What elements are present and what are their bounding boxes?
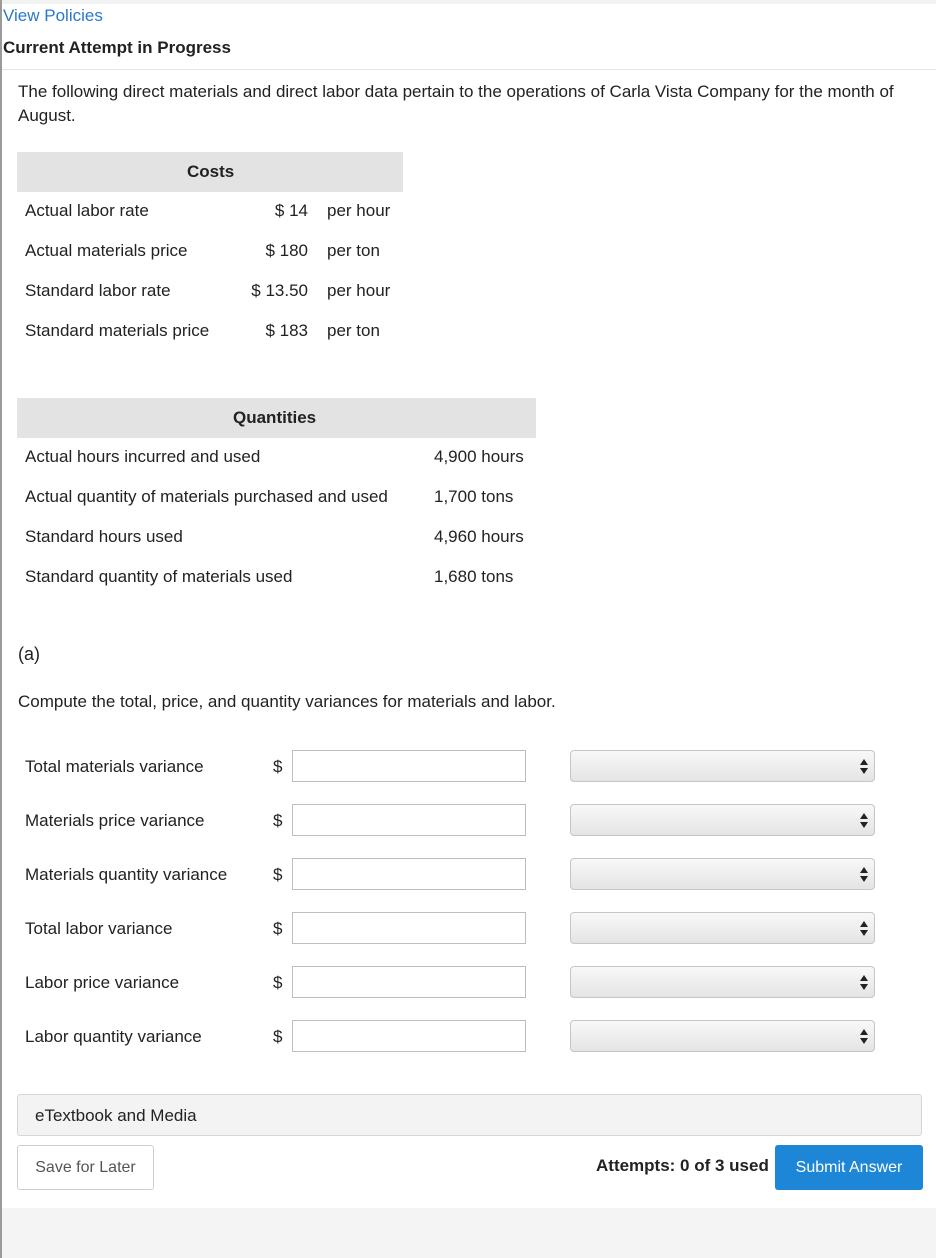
select-arrows-icon bbox=[860, 1028, 868, 1046]
costs-table-header bbox=[17, 152, 403, 192]
dollar-sign: $ bbox=[273, 919, 283, 938]
cost-label: Actual materials price bbox=[25, 241, 188, 260]
labor-price-variance-input[interactable] bbox=[292, 966, 526, 998]
labor-price-variance-select[interactable] bbox=[570, 966, 875, 998]
attempts-counter: Attempts: 0 of 3 used bbox=[596, 1156, 769, 1175]
left-border bbox=[0, 0, 2, 1258]
quantity-value: 4,900 hours bbox=[434, 447, 524, 466]
select-arrows-icon bbox=[860, 974, 868, 992]
dollar-sign: $ bbox=[273, 865, 283, 884]
materials-quantity-variance-select[interactable] bbox=[570, 858, 875, 890]
divider bbox=[2, 69, 936, 70]
costs-title: Costs bbox=[187, 162, 235, 181]
part-instruction: Compute the total, price, and quantity variances for materials and labor. bbox=[18, 692, 556, 711]
select-arrows-icon bbox=[860, 758, 868, 776]
cost-amount: $ 13.50 bbox=[251, 281, 308, 300]
etextbook-media-panel[interactable]: eTextbook and Media bbox=[17, 1094, 922, 1136]
quantity-value: 4,960 hours bbox=[434, 527, 524, 546]
dollar-sign: $ bbox=[273, 757, 283, 776]
cost-unit: per ton bbox=[327, 241, 380, 260]
select-arrows-icon bbox=[860, 920, 868, 938]
labor-quantity-variance-input[interactable] bbox=[292, 1020, 526, 1052]
top-rule bbox=[2, 0, 936, 4]
dollar-sign: $ bbox=[273, 811, 283, 830]
cost-unit: per ton bbox=[327, 321, 380, 340]
total-labor-variance-label: Total labor variance bbox=[25, 919, 173, 938]
footer-area bbox=[2, 1208, 936, 1258]
quantity-value: 1,700 tons bbox=[434, 487, 514, 506]
attempt-title: Current Attempt in Progress bbox=[3, 38, 231, 57]
materials-price-variance-select[interactable] bbox=[570, 804, 875, 836]
quantity-label: Actual quantity of materials purchased and used bbox=[25, 487, 388, 506]
part-label: (a) bbox=[18, 644, 40, 664]
cost-amount: $ 183 bbox=[265, 321, 308, 340]
quantity-label: Actual hours incurred and used bbox=[25, 447, 261, 466]
select-arrows-icon bbox=[860, 812, 868, 830]
total-labor-variance-select[interactable] bbox=[570, 912, 875, 944]
quantities-title: Quantities bbox=[233, 408, 317, 427]
labor-quantity-variance-label: Labor quantity variance bbox=[25, 1027, 202, 1046]
quantity-label: Standard hours used bbox=[25, 527, 183, 546]
cost-amount: $ 180 bbox=[265, 241, 308, 260]
total-labor-variance-input[interactable] bbox=[292, 912, 526, 944]
cost-label: Standard labor rate bbox=[25, 281, 171, 300]
cost-label: Actual labor rate bbox=[25, 201, 149, 220]
view-policies-link[interactable]: View Policies bbox=[3, 6, 103, 25]
quantities-table-header bbox=[17, 398, 536, 438]
dollar-sign: $ bbox=[273, 1027, 283, 1046]
save-for-later-button[interactable]: Save for Later bbox=[17, 1145, 154, 1190]
total-materials-variance-label: Total materials variance bbox=[25, 757, 204, 776]
quantity-label: Standard quantity of materials used bbox=[25, 567, 293, 586]
cost-label: Standard materials price bbox=[25, 321, 210, 340]
cost-unit: per hour bbox=[327, 281, 391, 300]
problem-intro: The following direct materials and direct labor data pertain to the operations of Carla Vista Company for the month of August. bbox=[18, 82, 894, 125]
submit-answer-button[interactable]: Submit Answer bbox=[775, 1145, 923, 1190]
labor-price-variance-label: Labor price variance bbox=[25, 973, 180, 992]
labor-quantity-variance-select[interactable] bbox=[570, 1020, 875, 1052]
select-arrows-icon bbox=[860, 866, 868, 884]
quantity-value: 1,680 tons bbox=[434, 567, 514, 586]
total-materials-variance-input[interactable] bbox=[292, 750, 526, 782]
materials-price-variance-input[interactable] bbox=[292, 804, 526, 836]
dollar-sign: $ bbox=[273, 973, 283, 992]
materials-quantity-variance-label: Materials quantity variance bbox=[25, 865, 228, 884]
materials-quantity-variance-input[interactable] bbox=[292, 858, 526, 890]
cost-unit: per hour bbox=[327, 201, 391, 220]
cost-amount: $ 14 bbox=[274, 201, 308, 220]
materials-price-variance-label: Materials price variance bbox=[25, 811, 205, 830]
total-materials-variance-select[interactable] bbox=[570, 750, 875, 782]
